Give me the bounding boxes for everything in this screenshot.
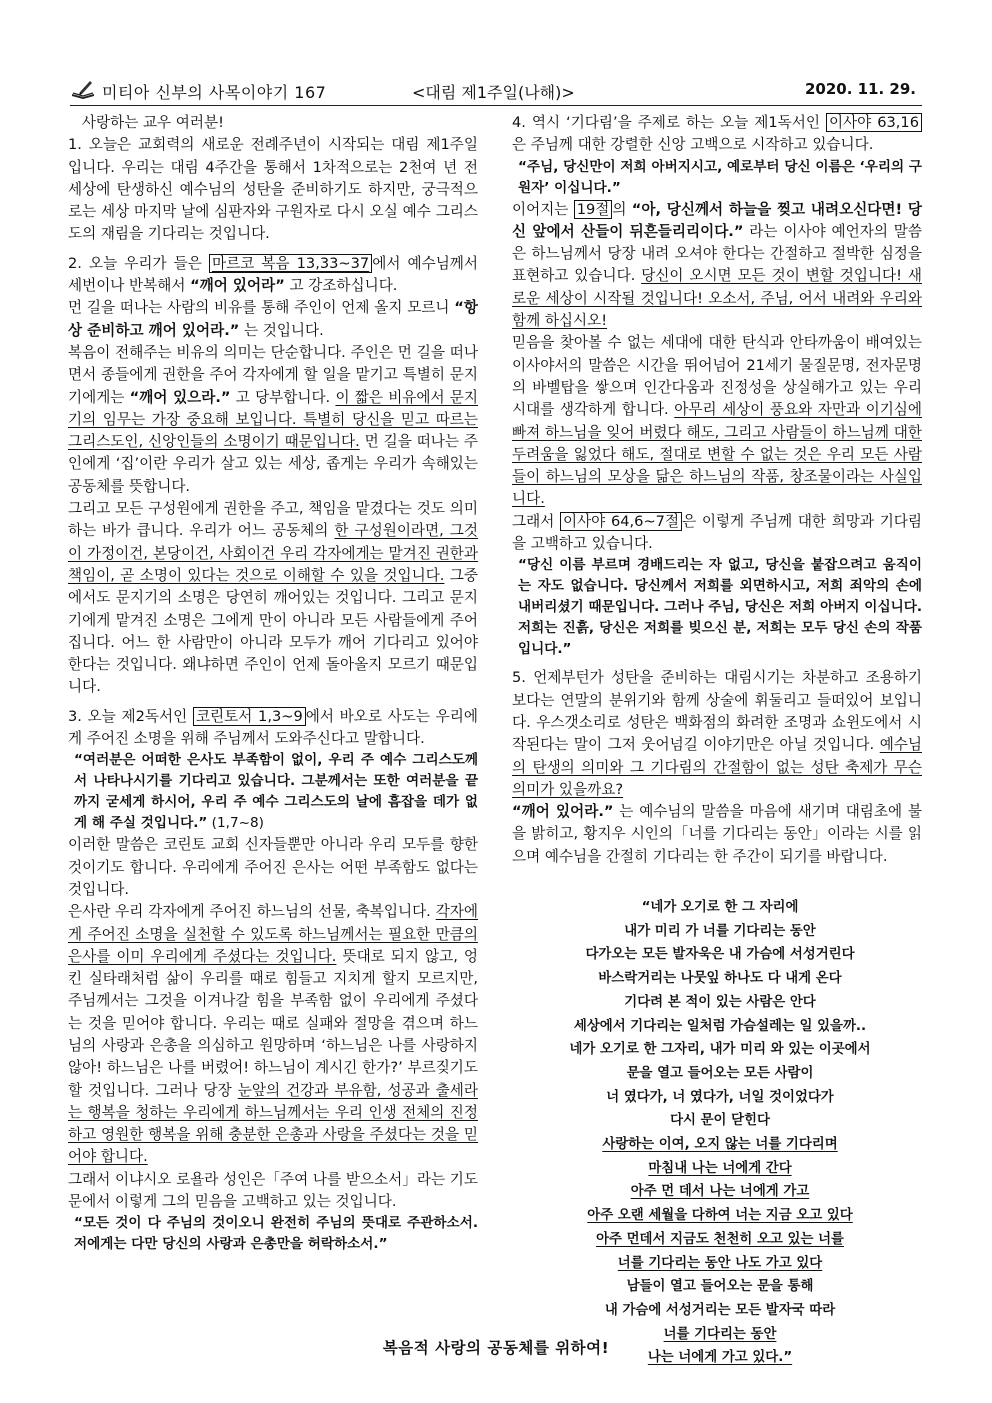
poem-line: [530, 1228, 910, 1252]
poem-line-text: 마침내 나는 너에게 간다: [648, 1160, 792, 1176]
poem-line: 다가오는 모든 발자욱은 내 가슴에 서성거린다: [585, 947, 855, 963]
quote-corinthians: “여러분은 어떠한 은사도 부족함이 없이, 우리 주 예수 그리스도께서 나타나시기를 기다리고 있습니다. 그분께서는 또한 여러분을 끝까지 굳세게 하시어, 우리 주 예수 그리스도의 날에 흠잡을 데가 없게 해 주실 것입니다.” (1,7~8): [74, 752, 478, 832]
paragraph-r2: 이어지는 19절 의 “아, 당신께서 하늘을 찢고 내려오신다면! 당신 앞에서 산들이 뒤흔들리리이다.” 라는 이사야 예언자의 말씀은 하느님께서 당장 내려 오셔야 한다는 간절하고 절박한 심정을 표현하고 있습니다. 당신이 오시면 모든 것이 변할 것입니다! 새로운 세상이 시작될 것입니다! 오소서, 주님, 어서 내려와 우리와 함께 하십시오!: [512, 200, 922, 330]
poem-block: [530, 896, 910, 1370]
paragraph-9: 그래서 이냐시오 로욜라 성인은「주여 나를 받으소서」라는 기도문에서 이렇게 그의 믿음을 고백하고 있는 것입니다.: [68, 1170, 478, 1211]
poem-line: 남들이 열고 들어오는 문을 통해: [626, 1279, 814, 1295]
scripture-ref-isaiah-63: 이사야 63,16: [826, 113, 922, 132]
poem-line-text: 아주 먼 데서 나는 너에게 가고: [630, 1184, 810, 1200]
poem-line: [530, 1252, 910, 1276]
poem-line: 문을 열고 들어오는 모든 사람이: [626, 1065, 814, 1081]
poem-line: [530, 1180, 910, 1204]
scripture-ref-isaiah-64: 이사야 64,6~7절: [560, 512, 682, 531]
poem-line-text: 너를 기다리는 동안: [663, 1326, 777, 1342]
poem-line: [530, 1204, 910, 1228]
poem-line: [530, 1133, 910, 1157]
footer-motto: 복음적 사랑의 공동체를 위하여!: [382, 1339, 610, 1357]
liturgical-day: <대림 제1주일(나해)>: [412, 83, 575, 102]
quote-isaiah-64: “당신 이름 부르며 경배드리는 자 없고, 당신을 붙잡으려고 움직이는 자도 없습니다. 당신께서 저희를 외면하시고, 저희 죄악의 손에 내버리셨기 때문입니다. 그러나 주님, 당신은 저희 아버지 이십니다. 저희는 진흙, 당신은 저희를 빚으신 분, 저희는 모두 당신 손의 작품입니다.”: [518, 557, 922, 658]
paragraph-r4: 그래서 이사야 64,6~7절 은 이렇게 주님께 대한 희망과 기다림을 고백하고 있습니다.: [512, 512, 922, 553]
poem-line: 다시 문이 닫힌다: [670, 1113, 770, 1129]
paragraph-7: 이러한 말씀은 코린토 교회 신자들뿐만 아니라 우리 모두를 향한 것이기도 합니다. 우리에게 주어진 은사는 어떤 부족함도 없다는 것입니다.: [68, 836, 478, 898]
poem-line: 바스락거리는 나뭇잎 하나도 다 내게 온다: [598, 971, 842, 987]
poem-line-text: 너를 기다리는 동안 나도 가고 있다: [617, 1255, 823, 1271]
poem-line-text: 아주 먼데서 지금도 천천히 오고 있는 너를: [596, 1231, 844, 1247]
poem-line: [530, 1157, 910, 1181]
paragraph-r5: 5. 언제부턴가 성탄을 준비하는 대림시기는 차분하고 조용하기 보다는 연말의 분위기와 함께 상술에 휘둘리고 들떠있어 보입니다. 우스갯소리로 성탄은 백화점의 화려한 조명과 쇼윈도에서 시작된다는 말이 그저 웃어넘길 이야기만은 아닐 것입니다. 예수님의 탄생의 의미와 그 기다림의 간절함이 없는 성탄 축제가 무슨 의미가 있을까요?: [512, 669, 922, 798]
poem-line: 내 가슴에 서성거리는 모든 발자국 따라: [604, 1302, 836, 1318]
scripture-ref-mark: 마르코 복음 13,33~37: [209, 254, 372, 273]
paragraph-r6: “깨어 있어라.” 는 예수님의 말씀을 마음에 새기며 대림초에 불을 밝히고, 황지우 시인의「너를 기다리는 동안」이라는 시를 읽으며 예수님을 간절히 기다리는 한 주간이 되기를 바랍니다.: [512, 803, 922, 865]
paragraph-2: 2. 오늘 우리가 들은 마르코 복음 13,33~37 에서 예수님께서 세번이나 반복해서 “깨어 있어라” 고 강조하십니다.: [68, 254, 478, 295]
paragraph-r1: 4. 역시 ‘기다림’을 주제로 하는 오늘 제1독서인 이사야 63,16은 주님께 대한 강렬한 신앙 고백으로 시작하고 있습니다.: [512, 112, 922, 157]
paragraph-4: 복음이 전해주는 비유의 의미는 단순합니다. 주인은 먼 길을 떠나면서 종들에게 권한을 주어 각자에게 할 일을 맡기고 특별히 문지기에게는 “깨어 있으라.” 고 당부합니다. 이 짧은 비유에서 문지기의 임무는 가장 중요해 보입니다. 특별히 당신을 믿고 따르는 그리스도인, 신앙인들의 소명이기 때문입니다. 먼 길을 떠나는 주인에게 ‘집’이란 우리가 살고 있는 세상, 좁게는 우리가 속해있는 공동체를 뜻합니다.: [68, 343, 479, 495]
right-column: [512, 112, 922, 868]
poem-line: 너 였다가, 너 였다가, 너일 것이었다가: [606, 1089, 834, 1105]
page-header: [70, 76, 922, 106]
poem-line-text: 아주 오랜 세월을 다하여 너는 지금 오고 있다: [587, 1208, 853, 1224]
paragraph-3: 먼 길을 떠나는 사람의 비유를 통해 주인이 언제 올지 모르니 “항상 준비하고 깨어 있어라.” 는 것입니다.: [68, 299, 478, 339]
quote-ignatius: “모든 것이 다 주님의 것이오니 완전히 주님의 뜻대로 주관하소서. 저에게는 다만 당신의 사랑과 은총만을 허락하소서.”: [74, 1215, 478, 1253]
pen-book-icon: [70, 78, 96, 102]
scripture-ref-corinthians: 코린토서 1,3~9: [193, 707, 306, 726]
paragraph-1: 1. 오늘은 교회력의 새로운 전례주년이 시작되는 대림 제1주일 입니다. 우리는 대림 4주간을 통해서 1차적으로는 2천여 년 전 세상에 탄생하신 예수님의 성탄을 준비하기도 하지만, 궁극적으로는 세상 마지막 날에 심판자와 구원자로 다시 오실 예수 그리스도의 재림을 기다리는 것입니다.: [68, 136, 478, 243]
quote-isaiah-63: “주님, 당신만이 저희 아버지시고, 예로부터 당신 이름은 ‘우리의 구원자’ 이십니다.”: [518, 158, 922, 196]
scripture-ref-verse-19: 19절: [574, 200, 613, 219]
newsletter-title: 미티아 신부의 사목이야기 167: [102, 83, 327, 102]
paragraph-6: 3. 오늘 제2독서인 코린토서 1,3~9 에서 바오로 사도는 우리에게 주어진 소명을 위해 주님께서 도와주신다고 말합니다.: [68, 707, 478, 748]
poem-line-text: 나는 너에게 가고 있다.”: [647, 1350, 793, 1366]
poem-line-text: 사랑하는 이여, 오지 않는 너를 기다리며: [602, 1137, 838, 1153]
greeting: 사랑하는 교우 여러분!: [81, 114, 224, 131]
left-column: [68, 112, 478, 1255]
poem-line: 세상에서 기다리는 일처럼 가슴설레는 일 있을까..: [573, 1018, 867, 1034]
poem-line: 내가 미리 가 너를 기다리는 동안: [624, 923, 816, 939]
paragraph-5: 그리고 모든 구성원에게 권한을 주고, 책임을 맡겼다는 것도 의미하는 바가 큽니다. 우리가 어느 공동체의 한 구성원이라면, 그것이 가정이건, 본당이건, 사회이건 우리 각자에게는 맡겨진 권한과 책임이, 곧 소명이 있다는 것으로 이해할 수 있을 것입니다. 그중에서도 문지기의 소명은 당연히 깨어있는 것입니다. 그리고 문지기에게 맡겨진 소명은 그에게 만이 아니라 모든 사람들에게 주어집니다. 어느 한 사람만이 아니라 모두가 깨어 기다리고 있어야 한다는 것입니다. 왜냐하면 주인이 언제 돌아올지 모르기 때문입니다.: [68, 500, 478, 696]
issue-date: 2020. 11. 29.: [804, 80, 916, 98]
paragraph-8: 은사란 우리 각자에게 주어진 하느님의 선물, 축복입니다. 각자에게 주어진 소명을 실천할 수 있도록 하느님께서는 필요한 만큼의 은사를 이미 우리에게 주셨다는 것입니다. 뜻대로 되지 않고, 엉킨 실타래처럼 삶이 우리를 때로 힘들고 지치게 할지 모르지만, 주님께서는 그것을 이겨나갈 힘을 부족함 없이 우리에게 주셨다는 것을 믿어야 합니다. 우리는 때로 실패와 절망을 겪으며 하느님의 사랑과 은총을 의심하고 원망하며 ‘하느님은 나를 사랑하지 않아! 하느님은 나를 버렸어! 하느님이 계시긴 한가?’ 부르짖기도 할 것입니다. 그러나 당장 눈앞의 건강과 부유함, 성공과 출세라는 행복을 청하는 우리에게 하느님께서는 우리 인생 전체의 진정하고 영원한 행복을 위해 충분한 은총과 사랑을 주셨다는 것을 믿어야 합니다.: [68, 903, 478, 1166]
poem-line: 네가 오기로 한 그자리, 내가 미리 와 있는 이곳에서: [569, 1042, 871, 1058]
poem-line: “네가 오기로 한 그 자리에: [641, 900, 799, 915]
poem-line: 기다려 본 적이 있는 사람은 안다: [624, 994, 816, 1010]
paragraph-r3: 믿음을 찾아볼 수 없는 세대에 대한 탄식과 안타까움이 배여있는 이사야서의 말씀은 시간을 뛰어넘어 21세기 물질문명, 전자문명의 바벨탑을 쌓으며 인간다움과 진정성을 상실해가고 있는 우리 시대를 생각하게 합니다. 아무리 세상이 풍요와 자만과 이기심에 빠져 하느님을 잊어 버렸다 해도, 그리고 사람들이 하느님께 대한 두려움을 잃었다 해도, 절대로 변할 수 없는 것은 우리 모든 사람들이 하느님의 모상을 닮은 하느님의 작품, 창조물이라는 사실입니다.: [512, 334, 922, 508]
